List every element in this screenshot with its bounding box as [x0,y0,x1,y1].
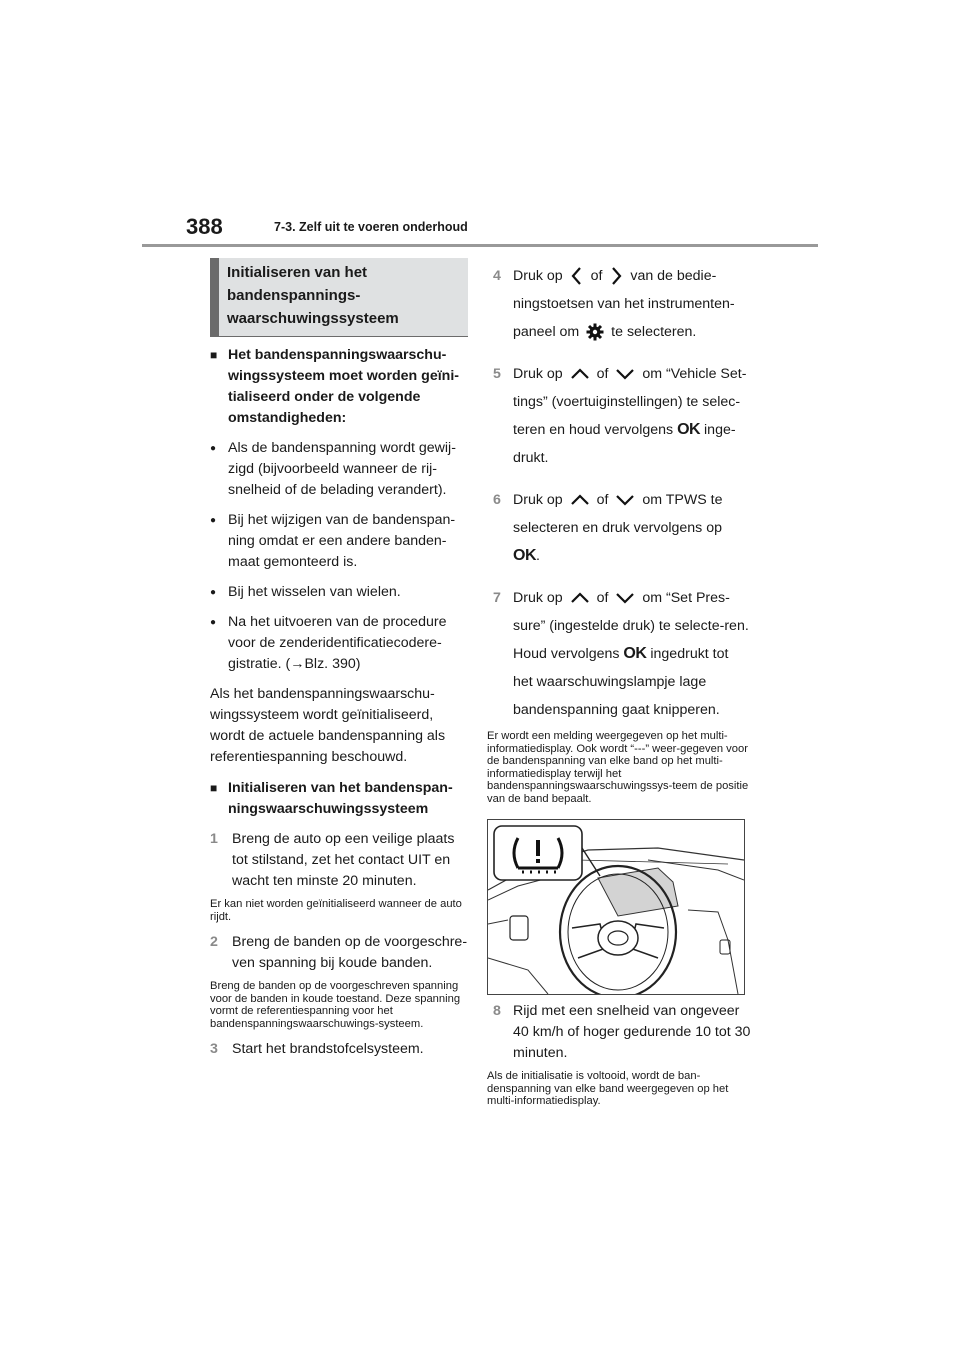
step-text: Start het brandstofcelsysteem. [232,1041,424,1057]
ok-button-symbol: OK [623,645,647,662]
topic-title-line: bandenspannings- [227,287,361,304]
chevron-left-icon [570,266,584,286]
gear-icon [586,323,604,341]
chevron-down-icon [615,367,635,381]
ok-button-symbol: OK [513,547,536,564]
step-text-part: om “Vehicle Set-tings” (voertuiginstellingen) te selec-teren en houd vervolgens [513,366,747,438]
list-item-text: Als de bandenspanning wordt gewij-zigd (bijvoorbeeld wanneer de rij-snelheid of de belading verandert). [228,440,456,498]
dashboard-illustration [487,819,745,995]
square-bullet-icon: ■ [210,348,218,362]
chevron-down-icon [615,493,635,507]
step-text-part: Druk op [513,492,563,508]
list-item-text: Bij het wisselen van wielen. [228,584,401,600]
step-item [210,829,468,892]
subheading [210,778,468,820]
step-item [493,360,751,472]
step-text-part: ingedrukt tot het waarschuwingslampje lage bandenspanning gaat knipperen. [513,646,729,718]
note-text: Er wordt een melding weergegeven op het multi-informatiedisplay. Ook wordt “---” weer-gegeven voor de bandenspanning van elke band op het multi-informatiedisplay terwijl het bandenspanningswaarschuwingssys-teem de positie van de band bepaalt. [487,730,749,805]
step-number: 4 [493,268,501,284]
step-number: 1 [210,831,218,847]
step-text-part: om “Set Pres-sure” (ingestelde druk) te selecte-ren. Houd vervolgens [513,590,749,662]
page-number: 388 [186,214,223,239]
bullet-dot-icon: ● [210,617,217,628]
step-item [493,262,751,346]
topic-title-line: waarschuwingssysteem [227,310,399,327]
chevron-right-icon [609,266,623,286]
chevron-down-icon [615,591,635,605]
list-item-text: Bij het wijzigen van de bandenspan-ning omdat er een andere banden-maat gemonteerd is. [228,512,456,570]
step-text-part: of [596,366,609,382]
note-text: Breng de banden op de voorgeschreven spanning voor de banden in koude toestand. Deze spanning vormt de referentiespanning voor het bandenspanningswaarschuwings-systeem. [210,980,461,1030]
list-item [210,510,468,573]
step-text-part: te selecteren. [611,324,697,340]
step-text: Rijd met een snelheid van ongeveer 40 km/h of hoger gedurende 10 tot 30 minuten. [513,1003,751,1061]
step-item [210,1039,468,1060]
step-text-part: van de bedie-ningstoetsen van het instrumenten-paneel om [513,268,735,340]
step-number: 5 [493,366,501,382]
note-text: Er kan niet worden geïnitialiseerd wanneer de auto rijdt. [210,898,462,923]
list-item [210,612,468,675]
step-item [493,584,751,724]
step-item [493,1001,751,1064]
step-number: 6 [493,492,501,508]
chevron-up-icon [570,367,590,381]
step-number: 2 [210,934,218,950]
subheading-text: Het bandenspanningswaarschu-wingssysteem moet worden geïni-tialiseerd onder de volgende omstandigheden: [228,347,459,426]
step-number: 3 [210,1041,218,1057]
subheading-text: Initialiseren van het bandenspan-ningswaarschuwingssysteem [228,780,453,817]
left-column [210,258,468,1060]
topic-title-line: Initialiseren van het [227,264,368,281]
step-text [513,262,751,346]
step-text-part: . [536,548,540,564]
square-bullet-icon: ■ [210,781,218,795]
step-item [210,932,468,974]
step-text-part: Druk op [513,590,563,606]
step-text-part: Druk op [513,268,563,284]
list-item-text: Na het uitvoeren van de procedure voor de zenderidentificatiecodere-gistratie. (→Blz. 390) [228,614,447,672]
step-text-part: om TPWS te selecteren en druk vervolgens op [513,492,723,536]
steering-wheel-illustration [488,820,744,994]
step-text-part: inge-drukt. [513,422,736,466]
list-item [210,438,468,501]
body-paragraph: Als het bandenspanningswaarschu-wingssysteem wordt geïnitialiseerd, wordt de actuele bandenspanning als referentiespanning beschouwd. [210,686,446,765]
step-text [513,486,751,570]
step-text-part: of [596,492,609,508]
bullet-dot-icon: ● [210,443,217,454]
step-text-part: of [590,268,603,284]
header-divider [142,244,818,247]
step-text [513,584,751,724]
step-number: 8 [493,1003,501,1019]
note-text: Als de initialisatie is voltooid, wordt de ban-denspanning van elke band weergegeven op het multi-informatiedisplay. [487,1070,729,1107]
step-text-part: of [596,590,609,606]
chevron-up-icon [570,591,590,605]
step-text: Breng de auto op een veilige plaats tot stilstand, zet het contact UIT en wacht ten minste 20 minuten. [232,831,455,889]
bullet-dot-icon: ● [210,515,217,526]
right-column [487,262,751,1108]
subheading [210,345,468,429]
step-text-part: Druk op [513,366,563,382]
topic-title-box [210,258,468,337]
step-item [493,486,751,570]
list-item [210,582,468,603]
step-text [513,360,751,472]
step-text: Breng de banden op de voorgeschre-ven spanning bij koude banden. [232,934,468,971]
chevron-up-icon [570,493,590,507]
step-number: 7 [493,590,501,606]
section-title: 7-3. Zelf uit te voeren onderhoud [274,220,468,234]
ok-button-symbol: OK [677,421,701,438]
bullet-dot-icon: ● [210,587,217,598]
